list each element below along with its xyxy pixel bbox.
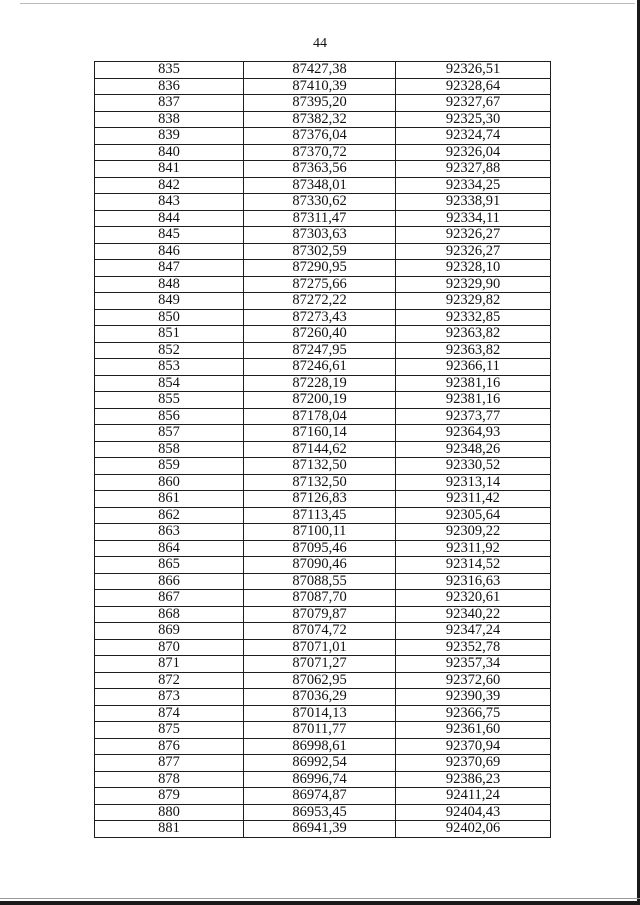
- point-number-cell: 879: [95, 788, 244, 805]
- x-coordinate-cell: 86941,39: [244, 821, 396, 838]
- x-coordinate-cell: 87275,66: [244, 276, 396, 293]
- table-row: [95, 62, 551, 79]
- point-number-cell: 850: [95, 309, 244, 326]
- point-number-cell: 851: [95, 326, 244, 343]
- point-number-cell: 865: [95, 557, 244, 574]
- y-coordinate-cell: 92390,39: [396, 689, 551, 706]
- table-row: [95, 755, 551, 772]
- y-coordinate-cell: 92326,27: [396, 243, 551, 260]
- point-number-cell: 845: [95, 227, 244, 244]
- table-row: [95, 474, 551, 491]
- point-number-cell: 835: [95, 62, 244, 79]
- x-coordinate-cell: 87200,19: [244, 392, 396, 409]
- y-coordinate-cell: 92361,60: [396, 722, 551, 739]
- table-row: [95, 194, 551, 211]
- x-coordinate-cell: 87011,77: [244, 722, 396, 739]
- table-row: [95, 359, 551, 376]
- point-number-cell: 877: [95, 755, 244, 772]
- point-number-cell: 871: [95, 656, 244, 673]
- y-coordinate-cell: 92381,16: [396, 375, 551, 392]
- point-number-cell: 869: [95, 623, 244, 640]
- x-coordinate-cell: 87228,19: [244, 375, 396, 392]
- x-coordinate-cell: 87087,70: [244, 590, 396, 607]
- point-number-cell: 854: [95, 375, 244, 392]
- point-number-cell: 860: [95, 474, 244, 491]
- x-coordinate-cell: 87074,72: [244, 623, 396, 640]
- table-row: [95, 128, 551, 145]
- table-row: [95, 326, 551, 343]
- table-row: [95, 111, 551, 128]
- coordinates-table-body: [95, 62, 551, 838]
- y-coordinate-cell: 92363,82: [396, 326, 551, 343]
- table-row: [95, 771, 551, 788]
- scan-edge-bottom-line: [0, 898, 640, 899]
- point-number-cell: 849: [95, 293, 244, 310]
- table-row: [95, 210, 551, 227]
- y-coordinate-cell: 92386,23: [396, 771, 551, 788]
- x-coordinate-cell: 87348,01: [244, 177, 396, 194]
- y-coordinate-cell: 92332,85: [396, 309, 551, 326]
- y-coordinate-cell: 92328,64: [396, 78, 551, 95]
- table-row: [95, 804, 551, 821]
- table-row: [95, 573, 551, 590]
- y-coordinate-cell: 92364,93: [396, 425, 551, 442]
- point-number-cell: 857: [95, 425, 244, 442]
- y-coordinate-cell: 92309,22: [396, 524, 551, 541]
- table-row: [95, 491, 551, 508]
- point-number-cell: 853: [95, 359, 244, 376]
- point-number-cell: 862: [95, 507, 244, 524]
- y-coordinate-cell: 92330,52: [396, 458, 551, 475]
- y-coordinate-cell: 92402,06: [396, 821, 551, 838]
- point-number-cell: 880: [95, 804, 244, 821]
- point-number-cell: 838: [95, 111, 244, 128]
- x-coordinate-cell: 87311,47: [244, 210, 396, 227]
- point-number-cell: 840: [95, 144, 244, 161]
- point-number-cell: 873: [95, 689, 244, 706]
- y-coordinate-cell: 92324,74: [396, 128, 551, 145]
- x-coordinate-cell: 87395,20: [244, 95, 396, 112]
- table-row: [95, 738, 551, 755]
- x-coordinate-cell: 87071,27: [244, 656, 396, 673]
- x-coordinate-cell: 87178,04: [244, 408, 396, 425]
- x-coordinate-cell: 87410,39: [244, 78, 396, 95]
- y-coordinate-cell: 92366,75: [396, 705, 551, 722]
- x-coordinate-cell: 87247,95: [244, 342, 396, 359]
- x-coordinate-cell: 87273,43: [244, 309, 396, 326]
- point-number-cell: 876: [95, 738, 244, 755]
- table-row: [95, 689, 551, 706]
- x-coordinate-cell: 87088,55: [244, 573, 396, 590]
- table-row: [95, 293, 551, 310]
- x-coordinate-cell: 87290,95: [244, 260, 396, 277]
- point-number-cell: 881: [95, 821, 244, 838]
- x-coordinate-cell: 87370,72: [244, 144, 396, 161]
- page-number: 44: [313, 36, 327, 51]
- table-row: [95, 375, 551, 392]
- y-coordinate-cell: 92329,90: [396, 276, 551, 293]
- y-coordinate-cell: 92347,24: [396, 623, 551, 640]
- table-row: [95, 276, 551, 293]
- table-row: [95, 425, 551, 442]
- y-coordinate-cell: 92325,30: [396, 111, 551, 128]
- y-coordinate-cell: 92404,43: [396, 804, 551, 821]
- y-coordinate-cell: 92338,91: [396, 194, 551, 211]
- table-row: [95, 705, 551, 722]
- point-number-cell: 839: [95, 128, 244, 145]
- point-number-cell: 858: [95, 441, 244, 458]
- x-coordinate-cell: 87160,14: [244, 425, 396, 442]
- y-coordinate-cell: 92334,11: [396, 210, 551, 227]
- point-number-cell: 866: [95, 573, 244, 590]
- x-coordinate-cell: 87071,01: [244, 639, 396, 656]
- point-number-cell: 861: [95, 491, 244, 508]
- y-coordinate-cell: 92328,10: [396, 260, 551, 277]
- x-coordinate-cell: 87363,56: [244, 161, 396, 178]
- point-number-cell: 844: [95, 210, 244, 227]
- x-coordinate-cell: 87090,46: [244, 557, 396, 574]
- y-coordinate-cell: 92357,34: [396, 656, 551, 673]
- coordinates-table: [94, 61, 551, 838]
- point-number-cell: 856: [95, 408, 244, 425]
- scan-edge-bottom: [0, 901, 640, 905]
- table-row: [95, 227, 551, 244]
- table-row: [95, 821, 551, 838]
- y-coordinate-cell: 92373,77: [396, 408, 551, 425]
- x-coordinate-cell: 87113,45: [244, 507, 396, 524]
- point-number-cell: 864: [95, 540, 244, 557]
- table-row: [95, 392, 551, 409]
- table-row: [95, 606, 551, 623]
- y-coordinate-cell: 92311,42: [396, 491, 551, 508]
- x-coordinate-cell: 87272,22: [244, 293, 396, 310]
- y-coordinate-cell: 92327,67: [396, 95, 551, 112]
- y-coordinate-cell: 92316,63: [396, 573, 551, 590]
- y-coordinate-cell: 92327,88: [396, 161, 551, 178]
- point-number-cell: 878: [95, 771, 244, 788]
- scan-edge-top: [20, 3, 635, 4]
- x-coordinate-cell: 87302,59: [244, 243, 396, 260]
- table-row: [95, 623, 551, 640]
- y-coordinate-cell: 92370,69: [396, 755, 551, 772]
- y-coordinate-cell: 92370,94: [396, 738, 551, 755]
- table-row: [95, 408, 551, 425]
- y-coordinate-cell: 92326,04: [396, 144, 551, 161]
- x-coordinate-cell: 87246,61: [244, 359, 396, 376]
- y-coordinate-cell: 92363,82: [396, 342, 551, 359]
- point-number-cell: 836: [95, 78, 244, 95]
- table-row: [95, 177, 551, 194]
- x-coordinate-cell: 87014,13: [244, 705, 396, 722]
- y-coordinate-cell: 92305,64: [396, 507, 551, 524]
- table-row: [95, 458, 551, 475]
- point-number-cell: 875: [95, 722, 244, 739]
- y-coordinate-cell: 92329,82: [396, 293, 551, 310]
- point-number-cell: 846: [95, 243, 244, 260]
- y-coordinate-cell: 92340,22: [396, 606, 551, 623]
- point-number-cell: 855: [95, 392, 244, 409]
- point-number-cell: 847: [95, 260, 244, 277]
- y-coordinate-cell: 92334,25: [396, 177, 551, 194]
- table-row: [95, 722, 551, 739]
- point-number-cell: 870: [95, 639, 244, 656]
- x-coordinate-cell: 87144,62: [244, 441, 396, 458]
- table-row: [95, 441, 551, 458]
- x-coordinate-cell: 87095,46: [244, 540, 396, 557]
- y-coordinate-cell: 92313,14: [396, 474, 551, 491]
- x-coordinate-cell: 87100,11: [244, 524, 396, 541]
- table-row: [95, 524, 551, 541]
- y-coordinate-cell: 92320,61: [396, 590, 551, 607]
- point-number-cell: 863: [95, 524, 244, 541]
- table-row: [95, 95, 551, 112]
- table-row: [95, 342, 551, 359]
- y-coordinate-cell: 92366,11: [396, 359, 551, 376]
- x-coordinate-cell: 87427,38: [244, 62, 396, 79]
- x-coordinate-cell: 87126,83: [244, 491, 396, 508]
- x-coordinate-cell: 87132,50: [244, 458, 396, 475]
- table-row: [95, 656, 551, 673]
- x-coordinate-cell: 86992,54: [244, 755, 396, 772]
- table-row: [95, 590, 551, 607]
- x-coordinate-cell: 87036,29: [244, 689, 396, 706]
- table-row: [95, 788, 551, 805]
- table-row: [95, 639, 551, 656]
- point-number-cell: 842: [95, 177, 244, 194]
- point-number-cell: 874: [95, 705, 244, 722]
- table-row: [95, 144, 551, 161]
- x-coordinate-cell: 87376,04: [244, 128, 396, 145]
- point-number-cell: 852: [95, 342, 244, 359]
- table-row: [95, 243, 551, 260]
- point-number-cell: 868: [95, 606, 244, 623]
- x-coordinate-cell: 87260,40: [244, 326, 396, 343]
- point-number-cell: 841: [95, 161, 244, 178]
- y-coordinate-cell: 92352,78: [396, 639, 551, 656]
- x-coordinate-cell: 87330,62: [244, 194, 396, 211]
- x-coordinate-cell: 86998,61: [244, 738, 396, 755]
- y-coordinate-cell: 92348,26: [396, 441, 551, 458]
- table-row: [95, 260, 551, 277]
- point-number-cell: 859: [95, 458, 244, 475]
- x-coordinate-cell: 87303,63: [244, 227, 396, 244]
- y-coordinate-cell: 92372,60: [396, 672, 551, 689]
- x-coordinate-cell: 87079,87: [244, 606, 396, 623]
- table-row: [95, 557, 551, 574]
- y-coordinate-cell: 92381,16: [396, 392, 551, 409]
- x-coordinate-cell: 87132,50: [244, 474, 396, 491]
- point-number-cell: 843: [95, 194, 244, 211]
- table-row: [95, 507, 551, 524]
- x-coordinate-cell: 87382,32: [244, 111, 396, 128]
- x-coordinate-cell: 86953,45: [244, 804, 396, 821]
- y-coordinate-cell: 92326,51: [396, 62, 551, 79]
- y-coordinate-cell: 92326,27: [396, 227, 551, 244]
- y-coordinate-cell: 92411,24: [396, 788, 551, 805]
- point-number-cell: 872: [95, 672, 244, 689]
- x-coordinate-cell: 87062,95: [244, 672, 396, 689]
- table-row: [95, 161, 551, 178]
- point-number-cell: 837: [95, 95, 244, 112]
- table-row: [95, 309, 551, 326]
- y-coordinate-cell: 92311,92: [396, 540, 551, 557]
- point-number-cell: 848: [95, 276, 244, 293]
- point-number-cell: 867: [95, 590, 244, 607]
- table-row: [95, 672, 551, 689]
- x-coordinate-cell: 86996,74: [244, 771, 396, 788]
- table-row: [95, 540, 551, 557]
- y-coordinate-cell: 92314,52: [396, 557, 551, 574]
- table-row: [95, 78, 551, 95]
- x-coordinate-cell: 86974,87: [244, 788, 396, 805]
